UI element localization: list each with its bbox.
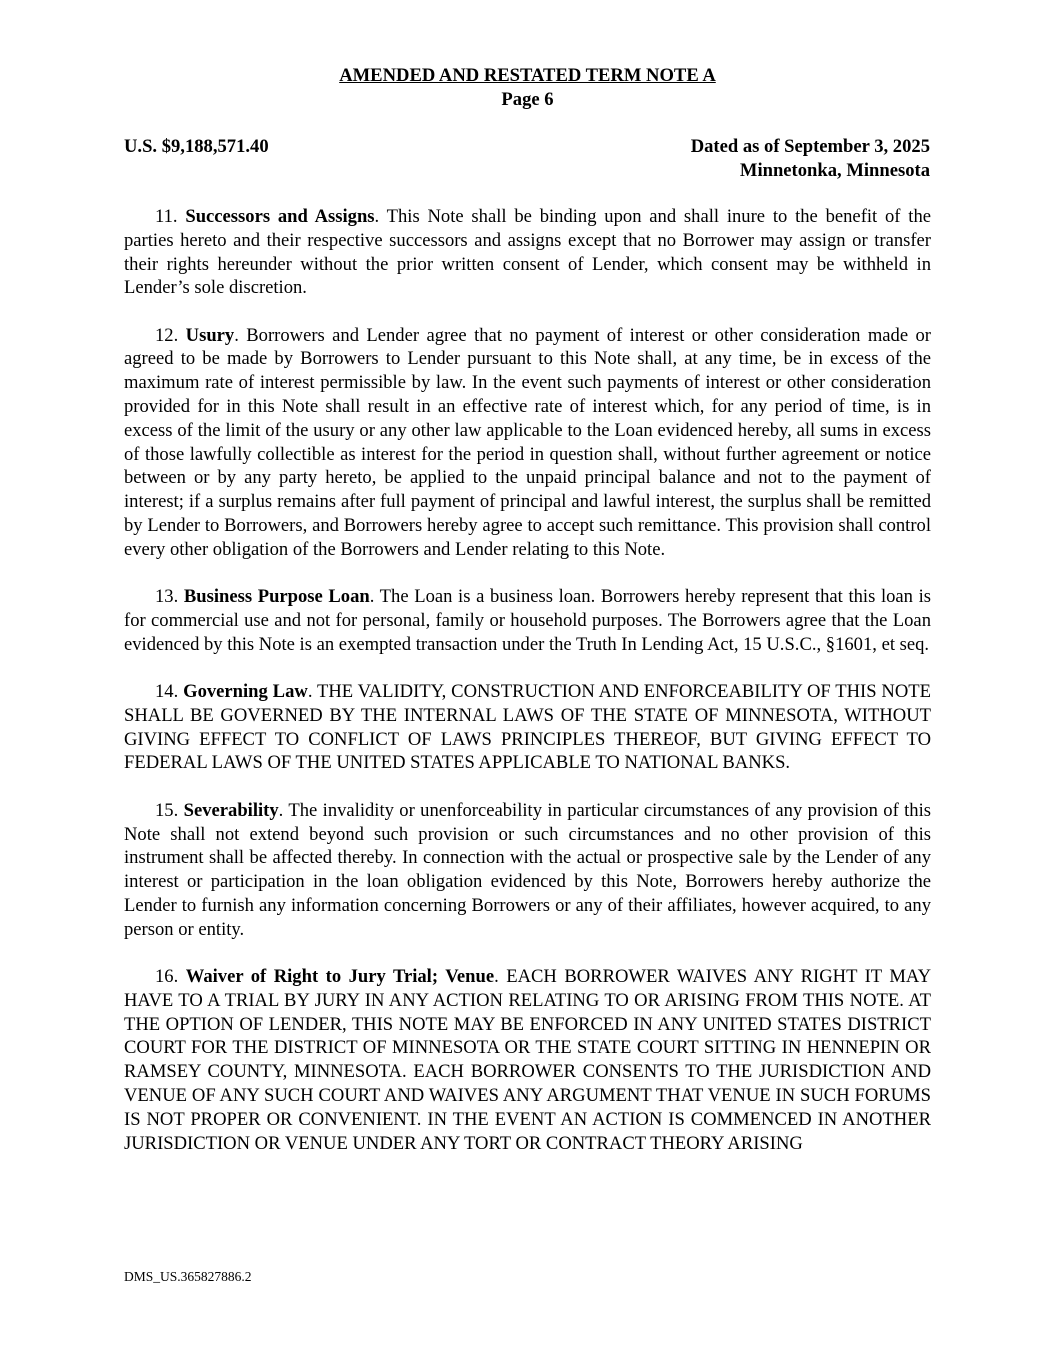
document-title: AMENDED AND RESTATED TERM NOTE A: [339, 65, 716, 86]
section-12: [124, 324, 931, 562]
section-heading: Waiver of Right to Jury Trial; Venue: [185, 966, 495, 988]
dated-line: Dated as of September 3, 2025: [690, 136, 930, 157]
dated-block: [691, 135, 930, 183]
section-13: [124, 585, 931, 656]
section-heading: Severability: [183, 799, 279, 821]
section-text: . The invalidity or unenforceability in particular circumstances of any provision of this Note shall not extend beyond such provision or such circumstances and no other provision of this instrument shall be affected thereby. In connection with the actual or prospective sale by the Lender of any interest or participation in the loan obligation evidenced by this Note, Borrowers hereby authorize the Lender to furnish any information concerning Borrowers or any of their affiliates, however acquired, to any person or entity.: [124, 799, 932, 940]
section-text: . Borrowers and Lender agree that no payment of interest or other consideration made or agreed to be made by Borrowers to Lender pursuant to this Note shall, at any time, be in excess of the maximum rate of interest permissible by law. In the event such payments of interest or other consideration provided for in this Note shall result in an effective rate of interest which, for any period of time, is in excess of the limit of the usury or any other law applicable to the Loan evidenced hereby, all sums in excess of those lawfully collectible as interest for the period in question shall, without further agreement or notice between or by any party hereto, be applied to the unpaid principal balance and not to the payment of interest; if a surplus remains after full payment of principal and lawful interest, the surplus shall be remitted by Lender to Borrowers, and Borrowers hereby agree to accept such remittance. This provision shall control every other obligation of the Borrowers and Lender relating to this Note.: [124, 324, 931, 560]
page-number: Page 6: [501, 89, 554, 110]
section-16: [124, 965, 931, 1155]
section-11: [124, 205, 931, 300]
section-number: 12.: [155, 324, 179, 346]
section-heading: Governing Law: [183, 681, 308, 703]
section-number: 11.: [155, 206, 178, 227]
section-number: 15.: [155, 799, 179, 821]
note-amount: U.S. $9,188,571.40: [124, 136, 269, 157]
section-text: . THE VALIDITY, CONSTRUCTION AND ENFORCEABILITY OF THIS NOTE SHALL BE GOVERNED BY THE INTERNAL LAWS OF THE STATE OF MINNESOTA, WITHOUT GIVING EFFECT TO CONFLICT OF LAWS PRINCIPLES THEREOF, BUT GIVING EFFECT TO FEDERAL LAWS OF THE UNITED STATES APPLICABLE TO NATIONAL BANKS.: [124, 681, 932, 774]
section-15: [124, 799, 931, 942]
document-body: [124, 205, 931, 1179]
section-text: . This Note shall be binding upon and shall inure to the benefit of the parties hereto and their respective successors and assigns except that no Borrower may assign or transfer their rights hereunder without the prior written consent of Lender, which consent may be withheld in Lender’s sole discretion.: [124, 206, 932, 299]
section-number: 14.: [155, 681, 179, 703]
section-14: [124, 680, 931, 775]
section-number: 13.: [155, 586, 179, 608]
section-text: . EACH BORROWER WAIVES ANY RIGHT IT MAY HAVE TO A TRIAL BY JURY IN ANY ACTION RELATING TO OR ARISING FROM THIS NOTE. AT THE OPTION OF LENDER, THIS NOTE MAY BE ENFORCED IN ANY UNITED STATES DISTRICT COURT FOR THE DISTRICT OF MINNESOTA OR THE STATE COURT SITTING IN HENNEPIN OR RAMSEY COUNTY, MINNESOTA. EACH BORROWER CONSENTS TO THE JURISDICTION AND VENUE OF ANY SUCH COURT AND WAIVES ANY ARGUMENT THAT VENUE IN SUCH FORUMS IS NOT PROPER OR CONVENIENT. IN THE EVENT AN ACTION IS COMMENCED IN ANOTHER JURISDICTION OR VENUE UNDER ANY TORT OR CONTRACT THEORY ARISING: [124, 966, 931, 1154]
section-text: . The Loan is a business loan. Borrowers hereby represent that this loan is for commercial use and not for personal, family or household purposes. The Borrowers agree that the Loan evidenced by this Note is an exempted transaction under the Truth In Lending Act, 15 U.S.C., §1601, et seq.: [124, 586, 931, 655]
section-heading: Successors and Assigns: [185, 206, 375, 227]
section-heading: Usury: [185, 324, 235, 346]
section-number: 16.: [155, 966, 179, 988]
location-line: Minnetonka, Minnesota: [739, 159, 930, 181]
section-heading: Business Purpose Loan: [183, 586, 370, 608]
document-id-footer: DMS_US.365827886.2: [124, 1269, 252, 1284]
